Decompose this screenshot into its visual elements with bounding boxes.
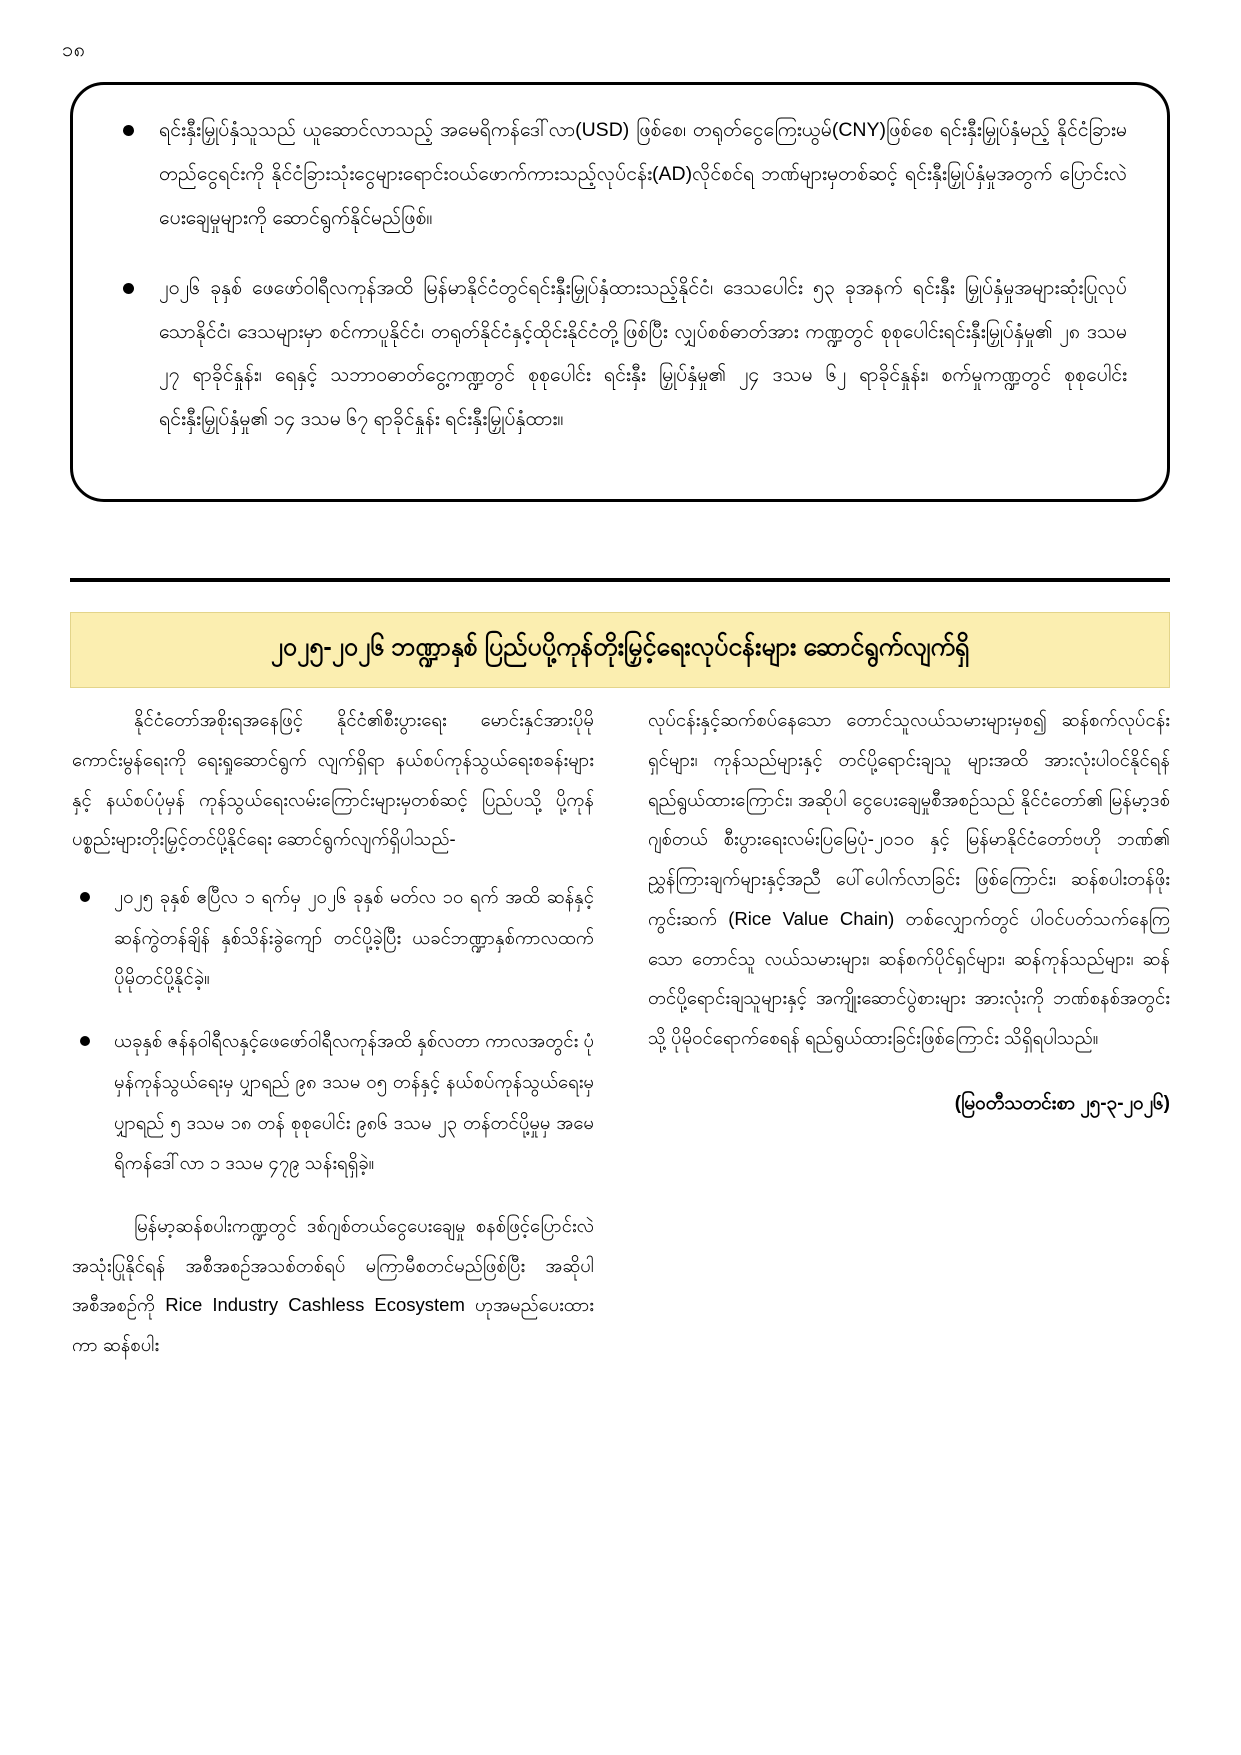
right-column — [648, 700, 1170, 1383]
section-divider — [70, 578, 1170, 582]
continuation-paragraph: လုပ်ငန်းနှင့်ဆက်စပ်နေသော တောင်သူလယ်သမားများမှစ၍ ဆန်စက်လုပ်ငန်းရှင်များ၊ ကုန်သည်များနှင့် တင်ပို့ရောင်းချသူ များအထိ အားလုံးပါဝင်နိုင်ရန် ရည်ရွယ်ထားကြောင်း၊ အဆိုပါ ငွေပေးချေမှုစီအစဉ်သည် နိုင်ငံတော်၏ မြန်မာ့ဒစ်ဂျစ်တယ် စီးပွားရေးလမ်းပြမြေပုံ-၂၀၁၀ နှင့် မြန်မာနိုင်ငံတော်ဗဟို ဘဏ်၏ ညွှန်ကြားချက်များနှင့်အညီ ပေါ်ပေါက်လာခြင်း ဖြစ်ကြောင်း၊ ဆန်စပါးတန်ဖိုးကွင်းဆက် (Rice Value Chain) တစ်လျှောက်တွင် ပါဝင်ပတ်သက်နေကြသော တောင်သူ လယ်သမားများ၊ ဆန်စက်ပိုင်ရှင်များ၊ ဆန်ကုန်သည်များ၊ ဆန်တင်ပို့ရောင်းချသူများနှင့် အကျိုးဆောင်ပွဲစားများ အားလုံးကို ဘဏ်စနစ်အတွင်းသို့ ပိုမိုဝင်ရောက်စေရန် ရည်ရွယ်ထားခြင်းဖြစ်ကြောင်း သိရှိရပါသည်။ — [648, 709, 1170, 1049]
list-item: ရင်းနှီးမြှုပ်နှံသူသည် ယူဆောင်လာသည့် အမေရိကန်ဒေါ်လာ(USD) ဖြစ်စေ၊ တရုတ်ငွေကြေးယွမ်(CNY)ဖြစ်စေ ရင်းနှီးမြှုပ်နှံမည့် နိုင်ငံခြားမတည်ငွေရင်းကို နိုင်ငံခြားသုံးငွေများရောင်းဝယ်ဖောက်ကားသည့်လုပ်ငန်း(AD)လိုင်စင်ရ ဘဏ်များမှတစ်ဆင့် ရင်းနှီးမြှုပ်နှံမှုအတွက် ပြောင်းလဲပေးချေမှုများကို ဆောင်ရွက်နိုင်မည်ဖြစ်။ — [113, 109, 1127, 241]
section-heading-banner: ၂၀၂၅-၂၀၂၆ ဘဏ္ဍာနှစ် ပြည်ပပို့ကုန်တိုးမြှင့်ရေးလုပ်ငန်းများ ဆောင်ရွက်လျက်ရှိ — [70, 612, 1170, 688]
list-item: ၂၀၂၅ ခုနှစ် ဧပြီလ ၁ ရက်မှ ၂၀၂၆ ခုနှစ် မတ်လ ၁၀ ရက် အထိ ဆန်နှင့်ဆန်ကွဲတန်ချိန် နှစ်သိန်းခွဲကျော် တင်ပို့ခဲ့ပြီး ယခင်ဘဏ္ဍာနှစ်ကာလထက် ပိုမိုတင်ပို့နိုင်ခဲ့။ — [72, 877, 594, 999]
left-column — [72, 700, 594, 1383]
list-item: ၂၀၂၆ ခုနှစ် ဖေဖော်ဝါရီလကုန်အထိ မြန်မာနိုင်ငံတွင်ရင်းနှီးမြှုပ်နှံထားသည့်နိုင်ငံ၊ ဒေသပေါင်း ၅၃ ခုအနက် ရင်းနှီး မြှုပ်နှံမှုအများဆုံးပြုလုပ်သောနိုင်ငံ၊ ဒေသများမှာ စင်ကာပူနိုင်ငံ၊ တရုတ်နိုင်ငံနှင့်ထိုင်းနိုင်ငံတို့ဖြစ်ပြီး လျှပ်စစ်ဓာတ်အား ကဏ္ဍတွင် စုစုပေါင်းရင်းနှီးမြှုပ်နှံမှု၏ ၂၈ ဒသမ ၂၇ ရာခိုင်နှုန်း၊ ရေနှင့် သဘာဝဓာတ်ငွေ့ကဏ္ဍတွင် စုစုပေါင်း ရင်းနှီး မြှုပ်နှံမှု၏ ၂၄ ဒသမ ၆၂ ရာခိုင်နှုန်း၊ စက်မှုကဏ္ဍတွင် စုစုပေါင်းရင်းနှီးမြှုပ်နှံမှု၏ ၁၄ ဒသမ ၆၇ ရာခိုင်နှုန်း ရင်းနှီးမြှုပ်နှံထား။ — [113, 267, 1127, 443]
source-credit: (မြဝတီသတင်းစာ ၂၅-၃-၂၀၂၆) — [954, 1092, 1170, 1114]
list-item: ယခုနှစ် ဇန်နဝါရီလနှင့်ဖေဖော်ဝါရီလကုန်အထိ နှစ်လတာ ကာလအတွင်း ပုံမှန်ကုန်သွယ်ရေးမှ ပျှာရည် ၉၈ ဒသမ ဝ၅ တန်နှင့် နယ်စပ်ကုန်သွယ်ရေးမှ ပျှာရည် ၅ ဒသမ ၁၈ တန် စုစုပေါင်း ၉၈၆ ဒသမ ၂၃ တန်တင်ပို့မှုမှ အမေရိကန်ဒေါ်လာ ၁ ဒသမ ၄၇၉ သန်းရရှိခဲ့။ — [72, 1021, 594, 1184]
page-number: ၁၈ — [62, 39, 86, 61]
article-body — [72, 700, 1170, 1383]
intro-paragraph: နိုင်ငံတော်အစိုးရအနေဖြင့် နိုင်ငံ၏စီးပွားရေး မောင်းနှင်အားပိုမိုကောင်းမွန်ရေးကို ရေးရှုဆောင်ရွက် လျက်ရှိရာ နယ်စပ်ကုန်သွယ်ရေးစခန်းများနှင့် နယ်စပ်ပုံမှန် ကုန်သွယ်ရေးလမ်းကြောင်းများမှတစ်ဆင့် ပြည်ပသို့ ပို့ကုန် ပစ္စည်းများတိုးမြှင့်တင်ပို့နိုင်ရေး ဆောင်ရွက်လျက်ရှိပါသည်- — [72, 709, 594, 850]
highlight-box — [70, 82, 1170, 502]
highlight-bullet-list — [113, 109, 1127, 442]
closing-paragraph: မြန်မာ့ဆန်စပါးကဏ္ဍတွင် ဒစ်ဂျစ်တယ်ငွေပေးချေမှု စနစ်ဖြင့်ပြောင်းလဲအသုံးပြုနိုင်ရန် အစီအစဉ်အသစ်တစ်ရပ် မကြာမီစတင်မည်ဖြစ်ပြီး အဆိုပါအစီအစဉ်ကို Rice Industry Cashless Ecosystem ဟုအမည်ပေးထားကာ ဆန်စပါး — [72, 1214, 594, 1356]
left-column-bullet-list — [72, 877, 594, 1184]
